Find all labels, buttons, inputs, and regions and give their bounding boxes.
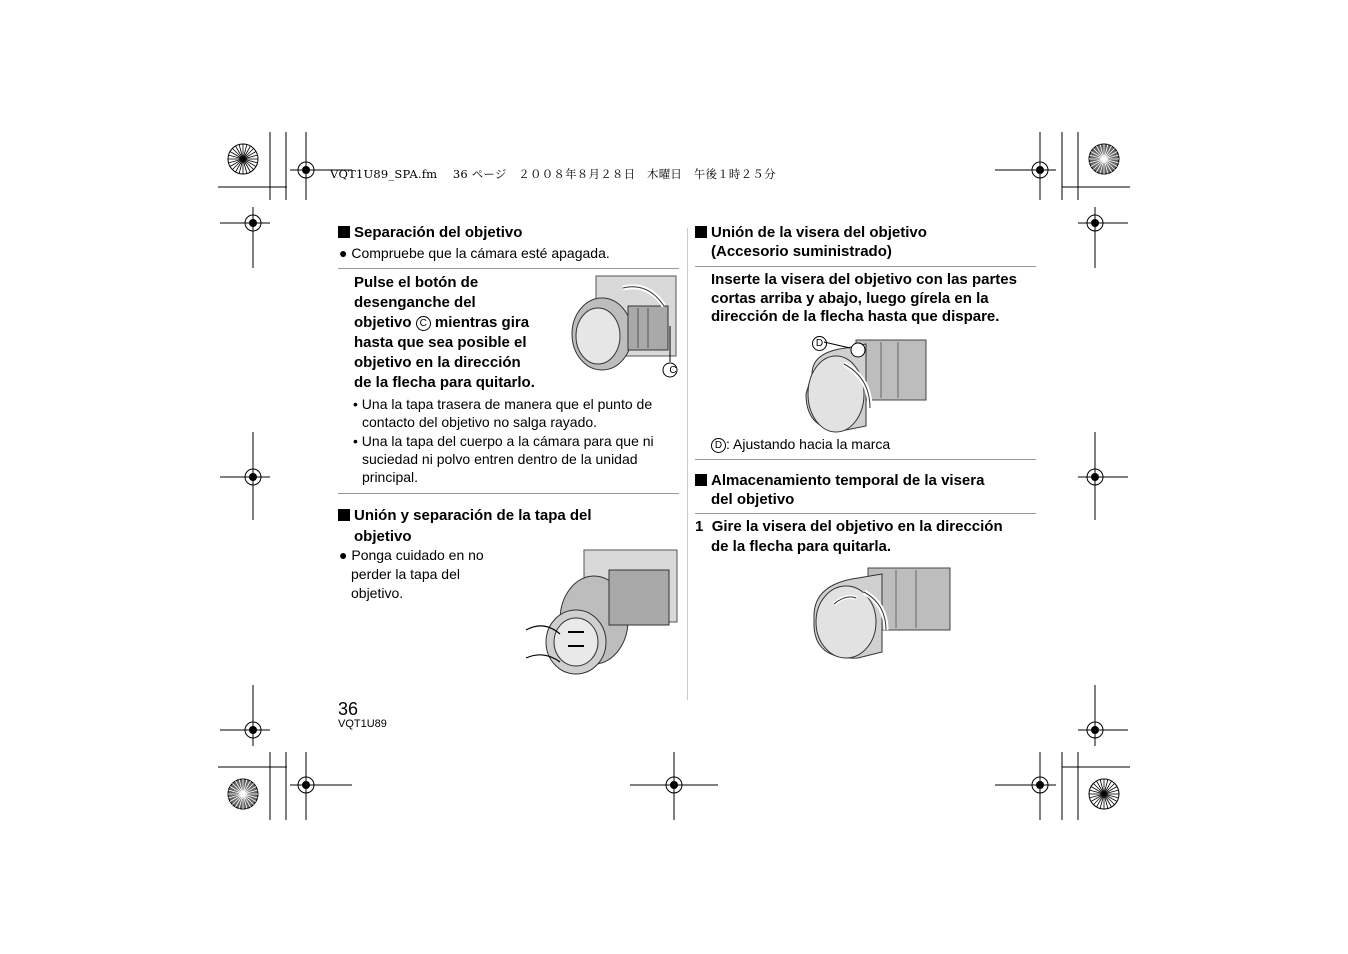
tips-list: • Una la tapa trasera de manera que el punto de contacto del objetivo no salga rayado. • Una la tapa del cuerpo a la cámara para que ni suciedad ni polvo entren dentro de la unidad principal.: [353, 395, 679, 486]
marker-c-label: C: [669, 365, 677, 376]
step-insert-hood: Inserte la visera del objetivo con las partes cortas arriba y abajo, luego gírela en la dirección de la flecha hasta que dispare.: [711, 271, 1017, 325]
page-number: 36: [338, 699, 359, 719]
square-bullet-icon: [338, 509, 350, 521]
section-title-hood-storage: Almacenamiento temporal de la visera del objetivo: [695, 471, 984, 509]
bullet-icon: ●: [339, 245, 348, 261]
model-code: VQT1U89: [338, 718, 387, 730]
marker-d-icon: D: [711, 438, 726, 453]
divider: [695, 266, 1036, 267]
caption-adjust: D : Ajustando hacia la marca: [711, 435, 890, 453]
file-header: VQT1U89_SPA.fm 36 ページ ２００８年８月２８日 木曜日 午後１時２５分: [330, 167, 776, 181]
note-camera-off: ● Compruebe que la cámara esté apagada.: [339, 245, 610, 261]
bullet-icon: ●: [339, 547, 348, 563]
section-title-lens-cap: Unión y separación de la tapa del objetivo: [338, 506, 592, 546]
step-release-lens: Pulse el botón de desenganche del objetivo C mientras gira hasta que sea posible el objetivo en la dirección de la flecha para quitarlo.: [354, 274, 535, 391]
square-bullet-icon: [695, 474, 707, 486]
step-number: 1: [695, 518, 704, 535]
square-bullet-icon: [338, 226, 350, 238]
divider: [695, 513, 1036, 514]
divider: [338, 268, 679, 269]
tip-item: • Una la tapa del cuerpo a la cámara para que ni: [353, 433, 654, 449]
section-title-hood-attach: Unión de la visera del objetivo (Accesorio suministrado): [695, 223, 927, 261]
tip-item: • Una la tapa trasera de manera que el punto de: [353, 396, 653, 412]
marker-d-label: D: [812, 334, 827, 352]
hood-remove-illustration: [812, 564, 952, 664]
square-bullet-icon: [695, 226, 707, 238]
lens-cap-illustration: [524, 550, 679, 675]
note-lens-cap: ● Ponga cuidado en no perder la tapa del objetivo.: [339, 547, 484, 601]
divider: [338, 493, 679, 494]
lens-release-illustration: [568, 276, 678, 386]
section-title-lens-detach: Separación del objetivo: [338, 223, 522, 242]
column-divider: [687, 228, 688, 700]
step-remove-hood: 1 Gire la visera del objetivo en la dirección de la flecha para quitarla.: [695, 518, 1003, 555]
marker-c-icon: C: [416, 316, 431, 331]
divider: [695, 459, 1036, 460]
